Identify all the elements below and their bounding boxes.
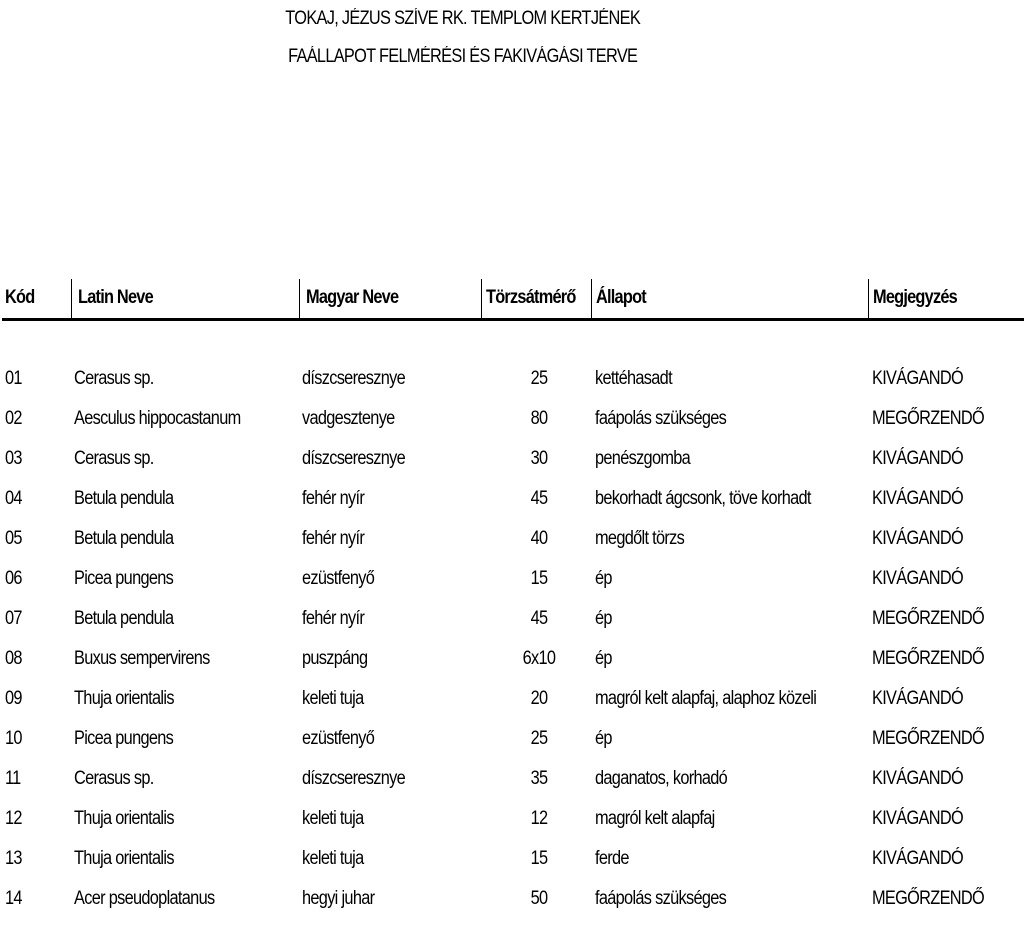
cell-kod: 08 xyxy=(5,648,22,669)
cell-allapot: faápolás szükséges xyxy=(595,888,727,909)
cell-kod: 03 xyxy=(5,448,22,469)
cell-megjegyzes: KIVÁGANDÓ xyxy=(872,808,963,829)
cell-kod: 01 xyxy=(5,368,22,389)
cell-torzsatmero: 25 xyxy=(530,368,548,389)
table-row xyxy=(0,848,1024,888)
cell-kod: 14 xyxy=(5,888,22,909)
cell-megjegyzes: KIVÁGANDÓ xyxy=(872,368,963,389)
cell-megjegyzes: KIVÁGANDÓ xyxy=(872,568,963,589)
cell-torzsatmero: 35 xyxy=(530,768,548,789)
table-row xyxy=(0,888,1024,928)
cell-torzsatmero: 45 xyxy=(530,488,548,509)
cell-magyar-neve: vadgesztenye xyxy=(302,408,395,429)
column-divider xyxy=(299,279,300,319)
header-allapot: Állapot xyxy=(596,287,646,308)
column-divider xyxy=(868,279,869,319)
cell-latin-neve: Acer pseudoplatanus xyxy=(74,888,215,909)
cell-latin-neve: Cerasus sp. xyxy=(74,368,154,389)
cell-torzsatmero: 20 xyxy=(530,688,548,709)
cell-torzsatmero: 80 xyxy=(530,408,548,429)
header-torzsatmero: Törzsátmérő xyxy=(486,287,576,308)
cell-latin-neve: Buxus sempervirens xyxy=(74,648,210,669)
cell-kod: 11 xyxy=(5,768,21,789)
cell-latin-neve: Thuja orientalis xyxy=(74,848,174,869)
cell-allapot: penészgomba xyxy=(595,448,691,469)
cell-allapot: megdőlt törzs xyxy=(595,528,685,549)
column-divider xyxy=(591,279,592,319)
cell-allapot: faápolás szükséges xyxy=(595,408,727,429)
cell-kod: 10 xyxy=(5,728,22,749)
cell-latin-neve: Cerasus sp. xyxy=(74,768,154,789)
table-row xyxy=(0,768,1024,808)
cell-torzsatmero: 45 xyxy=(530,608,548,629)
cell-megjegyzes: KIVÁGANDÓ xyxy=(872,688,963,709)
cell-magyar-neve: ezüstfenyő xyxy=(302,568,375,589)
cell-latin-neve: Picea pungens xyxy=(74,568,174,589)
cell-allapot: kettéhasadt xyxy=(595,368,672,389)
document-title-line1: TOKAJ, JÉZUS SZÍVE RK. TEMPLOM KERTJÉNEK xyxy=(285,8,641,29)
cell-megjegyzes: MEGŐRZENDŐ xyxy=(872,648,985,669)
cell-latin-neve: Betula pendula xyxy=(74,488,174,509)
cell-torzsatmero: 15 xyxy=(530,848,548,869)
table-row xyxy=(0,808,1024,848)
table-row xyxy=(0,568,1024,608)
header-latin-neve: Latin Neve xyxy=(78,287,153,308)
cell-allapot: ép xyxy=(595,648,612,669)
cell-allapot: ép xyxy=(595,568,612,589)
cell-megjegyzes: KIVÁGANDÓ xyxy=(872,488,963,509)
cell-kod: 05 xyxy=(5,528,22,549)
header-kod: Kód xyxy=(5,287,35,308)
cell-torzsatmero: 40 xyxy=(530,528,548,549)
cell-torzsatmero: 25 xyxy=(530,728,548,749)
table-row xyxy=(0,448,1024,488)
cell-allapot: ép xyxy=(595,728,612,749)
cell-kod: 02 xyxy=(5,408,22,429)
table-row xyxy=(0,528,1024,568)
cell-magyar-neve: fehér nyír xyxy=(302,608,365,629)
cell-allapot: ép xyxy=(595,608,612,629)
cell-megjegyzes: MEGŐRZENDŐ xyxy=(872,728,985,749)
cell-torzsatmero: 6x10 xyxy=(522,648,556,669)
cell-megjegyzes: KIVÁGANDÓ xyxy=(872,768,963,789)
table-row xyxy=(0,608,1024,648)
cell-magyar-neve: fehér nyír xyxy=(302,528,365,549)
document-title-line2: FAÁLLAPOT FELMÉRÉSI ÉS FAKIVÁGÁSI TERVE xyxy=(288,46,638,67)
cell-latin-neve: Cerasus sp. xyxy=(74,448,154,469)
cell-magyar-neve: fehér nyír xyxy=(302,488,365,509)
cell-kod: 12 xyxy=(5,808,22,829)
table-row xyxy=(0,728,1024,768)
cell-megjegyzes: MEGŐRZENDŐ xyxy=(872,408,985,429)
column-divider xyxy=(71,279,72,319)
cell-magyar-neve: díszcseresznye xyxy=(302,368,405,389)
cell-kod: 09 xyxy=(5,688,22,709)
cell-torzsatmero: 30 xyxy=(530,448,548,469)
cell-latin-neve: Betula pendula xyxy=(74,528,174,549)
table-row xyxy=(0,648,1024,688)
cell-latin-neve: Betula pendula xyxy=(74,608,174,629)
cell-magyar-neve: hegyi juhar xyxy=(302,888,375,909)
cell-torzsatmero: 12 xyxy=(530,808,548,829)
cell-magyar-neve: keleti tuja xyxy=(302,808,364,829)
cell-allapot: magról kelt alapfaj xyxy=(595,808,715,829)
cell-latin-neve: Aesculus hippocastanum xyxy=(74,408,241,429)
cell-kod: 04 xyxy=(5,488,22,509)
cell-torzsatmero: 15 xyxy=(530,568,548,589)
cell-latin-neve: Picea pungens xyxy=(74,728,174,749)
cell-magyar-neve: puszpáng xyxy=(302,648,368,669)
column-divider xyxy=(481,279,482,319)
header-megjegyzes: Megjegyzés xyxy=(873,287,957,308)
cell-magyar-neve: ezüstfenyő xyxy=(302,728,375,749)
cell-kod: 13 xyxy=(5,848,22,869)
table-row xyxy=(0,368,1024,408)
cell-allapot: ferde xyxy=(595,848,629,869)
header-magyar-neve: Magyar Neve xyxy=(306,287,399,308)
cell-allapot: bekorhadt ágcsonk, töve korhadt xyxy=(595,488,811,509)
table-row xyxy=(0,488,1024,528)
cell-allapot: magról kelt alapfaj, alaphoz közeli xyxy=(595,688,817,709)
cell-magyar-neve: keleti tuja xyxy=(302,848,364,869)
header-rule xyxy=(2,318,1024,321)
cell-torzsatmero: 50 xyxy=(530,888,548,909)
cell-magyar-neve: díszcseresznye xyxy=(302,448,405,469)
cell-kod: 06 xyxy=(5,568,22,589)
table-row xyxy=(0,688,1024,728)
cell-allapot: daganatos, korhadó xyxy=(595,768,728,789)
table-row xyxy=(0,408,1024,448)
cell-megjegyzes: MEGŐRZENDŐ xyxy=(872,608,985,629)
cell-megjegyzes: MEGŐRZENDŐ xyxy=(872,888,985,909)
cell-megjegyzes: KIVÁGANDÓ xyxy=(872,848,963,869)
cell-latin-neve: Thuja orientalis xyxy=(74,688,174,709)
cell-megjegyzes: KIVÁGANDÓ xyxy=(872,448,963,469)
cell-magyar-neve: keleti tuja xyxy=(302,688,364,709)
cell-kod: 07 xyxy=(5,608,22,629)
cell-latin-neve: Thuja orientalis xyxy=(74,808,174,829)
cell-magyar-neve: díszcseresznye xyxy=(302,768,405,789)
cell-megjegyzes: KIVÁGANDÓ xyxy=(872,528,963,549)
